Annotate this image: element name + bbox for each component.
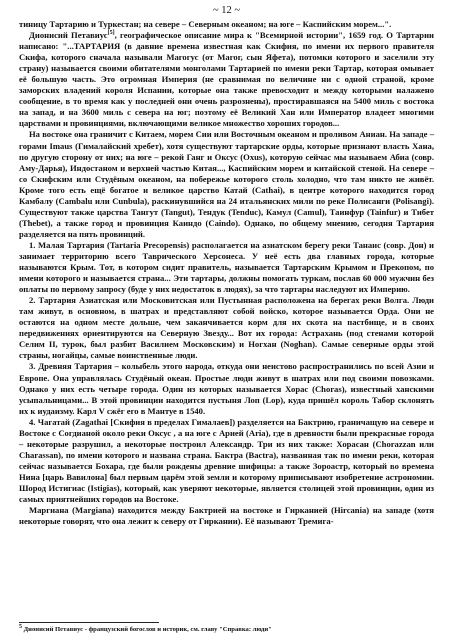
author-name: Дионисий Петавиус xyxy=(29,30,108,41)
footnote-marker: 5 xyxy=(19,623,22,630)
paragraph: тиницу Тартарию и Туркестан; на севере – Северным океаном; на юге – Каспийским морем...". xyxy=(19,19,392,29)
paragraph: 4. Чагатай (Zagathai [Скифия в пределах Гималаев]) разделяется на Бактрию, граничащую на севере и Востоке с Согдианой около реки Оксус , а на юге с Арией (Aria), где в древности были прекрасные города – некоторые разрушил, а некоторые построил Александр. Три из них также: Хорасан (Chorazzan или Charassan), по имени которого и названа страна. Бактра (Bactra), названная так по имени реки, которая сейчас называется Бохара, где были рождены древние шифицы: а также Зороастр, который во времена Нина [царь Вавилона] был первым царём этой земли и которому приписывают изобретение астрономии. Шород Истигиас (Istigias), который, как уверяют некоторые, является столицей этой провинции, один из самых приятнейших городов на Востоке. xyxy=(19,416,434,505)
paragraph: 3. Древняя Тартария – колыбель этого народа, откуда они неистово распространились по всей Азии и Европе. Она управлялась Студёный океан. Простые люди живут в шатрах или под своими повозками. Однако у них есть четыре города. Один из которых называется Хорас (Choras), известный ханскими усыпальницами... В этой провинции находится пустыня Лоп (Lop), куда пришёл король Табор склонять их к иудаизму. Карл V сжёг его в Мантуе в 1540. xyxy=(19,361,434,416)
page-number: ~ 12 ~ xyxy=(212,5,241,16)
footnote-reference[interactable]: [5] xyxy=(107,30,115,37)
paragraph xyxy=(19,30,434,129)
paragraph: На востоке она граничит с Китаем, морем Сии или Восточным океаном и проливом Аниан. На западе – горами Imaus (Гималайский хребет), хотя существуют тартарские орды, которые признают власть Хана, по другую сторону от них; на юге – рекой Ганг и Оксус (Oxus), которую сейчас мы называем Абиа (совр. Аму-Дарья), Индостаном и верхней частью Китая..., Каспийским морем и китайской стеной. На севере – со Скифским или Студёным океаном, на побережье которого столь холодно, что там никто не живёт. Кроме того есть ещё богатое и великое царство Катай (Cathai), в центре которого находится город Камбалу (Cambalu или Cunbula), раскинувшийся на 24 итальянских мили по реке Полисанги (Polisangi). Существуют также царства Тангут (Tangut), Тендук (Tenduc), Камул (Camul), Таинфур (Tainfur) и Тибет (Thebet), а также город и провинция Каиндо (Caindo). Однако, по общему мнению, сегодня Тартария разделяется на пять провинций. xyxy=(19,129,434,239)
footnote-divider xyxy=(19,622,159,623)
paragraph-text: , географическое описание мира к "Всемирной истории", 1659 год. О Тартарии написано: "...ТАРТАРИЯ (в давние времена известная как Скифия, по имени их первого правителя Скифа, которого сначала называли Магогус (от Магог, сын Яфета), потомки которого и заселили эту страну) называется своими обитателями монголами Тартарией по имени реки Тартар, которая омывает её большую часть. Это огромная Империя (не сравнимая по величине ни с одной страной, кроме заморских владений короля Испании, которые она также превосходит и между которыми налажено сообщение, в то время как у последней они очень разрознены), простиравшаяся на 5400 миль с востока на запад, и на 3600 миль с севера на юг; поэтому её Великий Хан или Император владеет многими царствами и провинциями, включающими великое множество хороших городов... xyxy=(19,30,434,129)
paragraph: 1. Малая Тартария (Tartaria Precopensis) располагается на азиатском берегу реки Танаис (совр. Дон) и занимает территорию всего Таврического Херсонеса. У неё есть два главных города, которые называются Крым. Тот, в котором сидит правитель, называется Тартарским Крымом и Прекопом, по имени которого и называется страна... Эти тартары, должны помогать туркам, послав 60 000 мужчин без оплаты по первому запросу (буде у них недостаток в людях), за что тартары наследуют их Империю. xyxy=(19,239,434,295)
footnote-text: Дионисий Петавиус - французский богослов и историк, см. главу "Справка: люди" xyxy=(22,626,272,633)
paragraph: 2. Тартария Азиатская или Московитская или Пустынная расположена на берегах реки Волга. Люди там живут, в основном, в шатрах и представляют собой войско, которое называется Орда. Они не остаются на одном месте дольше, чем заканчивается корм для их скота на пастбище, и в своих передвижениях ориентируются на Северную Звезду... Вот их города: Астрахань (под стенами которой Селим II, турок, был разбит Василием Московским) и Ногхан (Noghan). Самые северные орды этой страны, ногайцы, самые воинственные люди. xyxy=(19,295,434,361)
footnote xyxy=(19,623,272,633)
paragraph: Маргиана (Margiana) находится между Бактрией на востоке и Гирканией (Hircania) на западе (хотя некоторые говорят, что она лежит к северу от Гиркании). Её называют Тремига- xyxy=(19,505,434,527)
body-text xyxy=(19,19,434,527)
